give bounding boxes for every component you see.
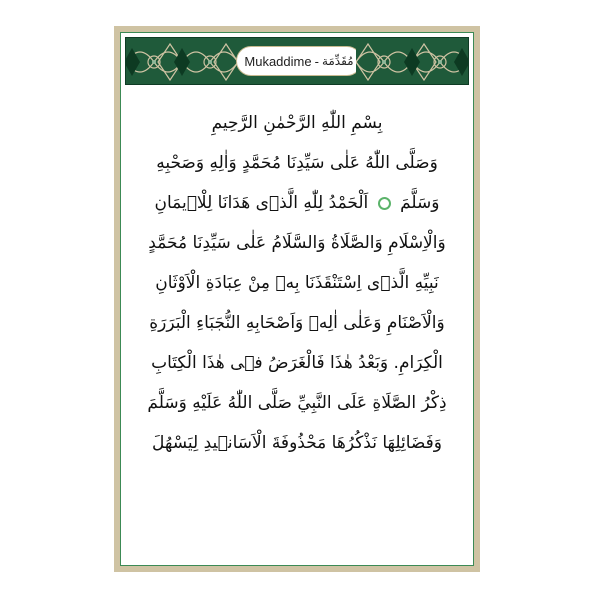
arabesque-ornament-left bbox=[126, 38, 238, 85]
title-arabic: مُقَدِّمَة bbox=[321, 54, 354, 68]
text-line bbox=[129, 263, 465, 303]
text-line bbox=[129, 303, 465, 343]
text-line bbox=[129, 103, 465, 143]
arabesque-ornament-right bbox=[356, 38, 468, 85]
verse-stop-mark-icon bbox=[378, 197, 391, 210]
text-line bbox=[129, 383, 465, 423]
title-latin: Mukaddime bbox=[244, 53, 312, 69]
line-text: ذِكْرُ الصَّلَاةِ عَلَى النَّبِيِّ صَلَّى اللّٰهُ عَلَيْهِ وَسَلَّمَ bbox=[147, 393, 447, 413]
line-text: بِسْمِ اللّٰهِ الرَّحْمٰنِ الرَّحِيمِ bbox=[211, 113, 383, 133]
text-line bbox=[129, 183, 465, 223]
line-text: الْكِرَامِ. وَبَعْدُ هٰذَا فَالْغَرَضُ فٖى هٰذَا الْكِتَابِ bbox=[151, 353, 443, 373]
title-plaque bbox=[236, 46, 362, 76]
text-line bbox=[129, 223, 465, 263]
arabic-text-body bbox=[129, 103, 465, 555]
line-text: وَسَلَّمَ bbox=[400, 193, 440, 213]
page bbox=[120, 32, 474, 566]
line-text: وَالْاِسْلَامِ وَالصَّلَاةُ وَالسَّلَامُ عَلٰى سَيِّدِنَا مُحَمَّدٍ bbox=[148, 233, 446, 253]
line-text: اَلْحَمْدُ لِلّٰهِ الَّذٖى هَدَانَا لِلْاٖيمَانِ bbox=[154, 193, 369, 213]
line-text: وَصَلَّى اللّٰهُ عَلٰى سَيِّدِنَا مُحَمَّدٍ وَاٰلِهِ وَصَحْبِهِ bbox=[156, 153, 438, 173]
text-line bbox=[129, 343, 465, 383]
text-line bbox=[129, 423, 465, 463]
title-separator: - bbox=[314, 53, 319, 69]
line-text: نَبِيِّهِ الَّذٖى اِسْتَنْقَذَنَا بِهٖ مِنْ عِبَادَةِ الْاَوْثَانِ bbox=[155, 273, 439, 293]
text-line bbox=[129, 143, 465, 183]
header-ornament-band bbox=[125, 37, 469, 85]
line-text: وَفَضَائِلِهَا نَذْكُرُهَا مَحْذُوفَةَ الْاَسَانٖيدِ لِيَسْهُلَ bbox=[152, 433, 442, 453]
page-frame bbox=[114, 26, 480, 572]
line-text: وَالْاَصْنَامِ وَعَلٰى اٰلِهٖ وَاَصْحَابِهِ النُّجَبَاءِ الْبَرَرَةِ bbox=[149, 313, 445, 333]
